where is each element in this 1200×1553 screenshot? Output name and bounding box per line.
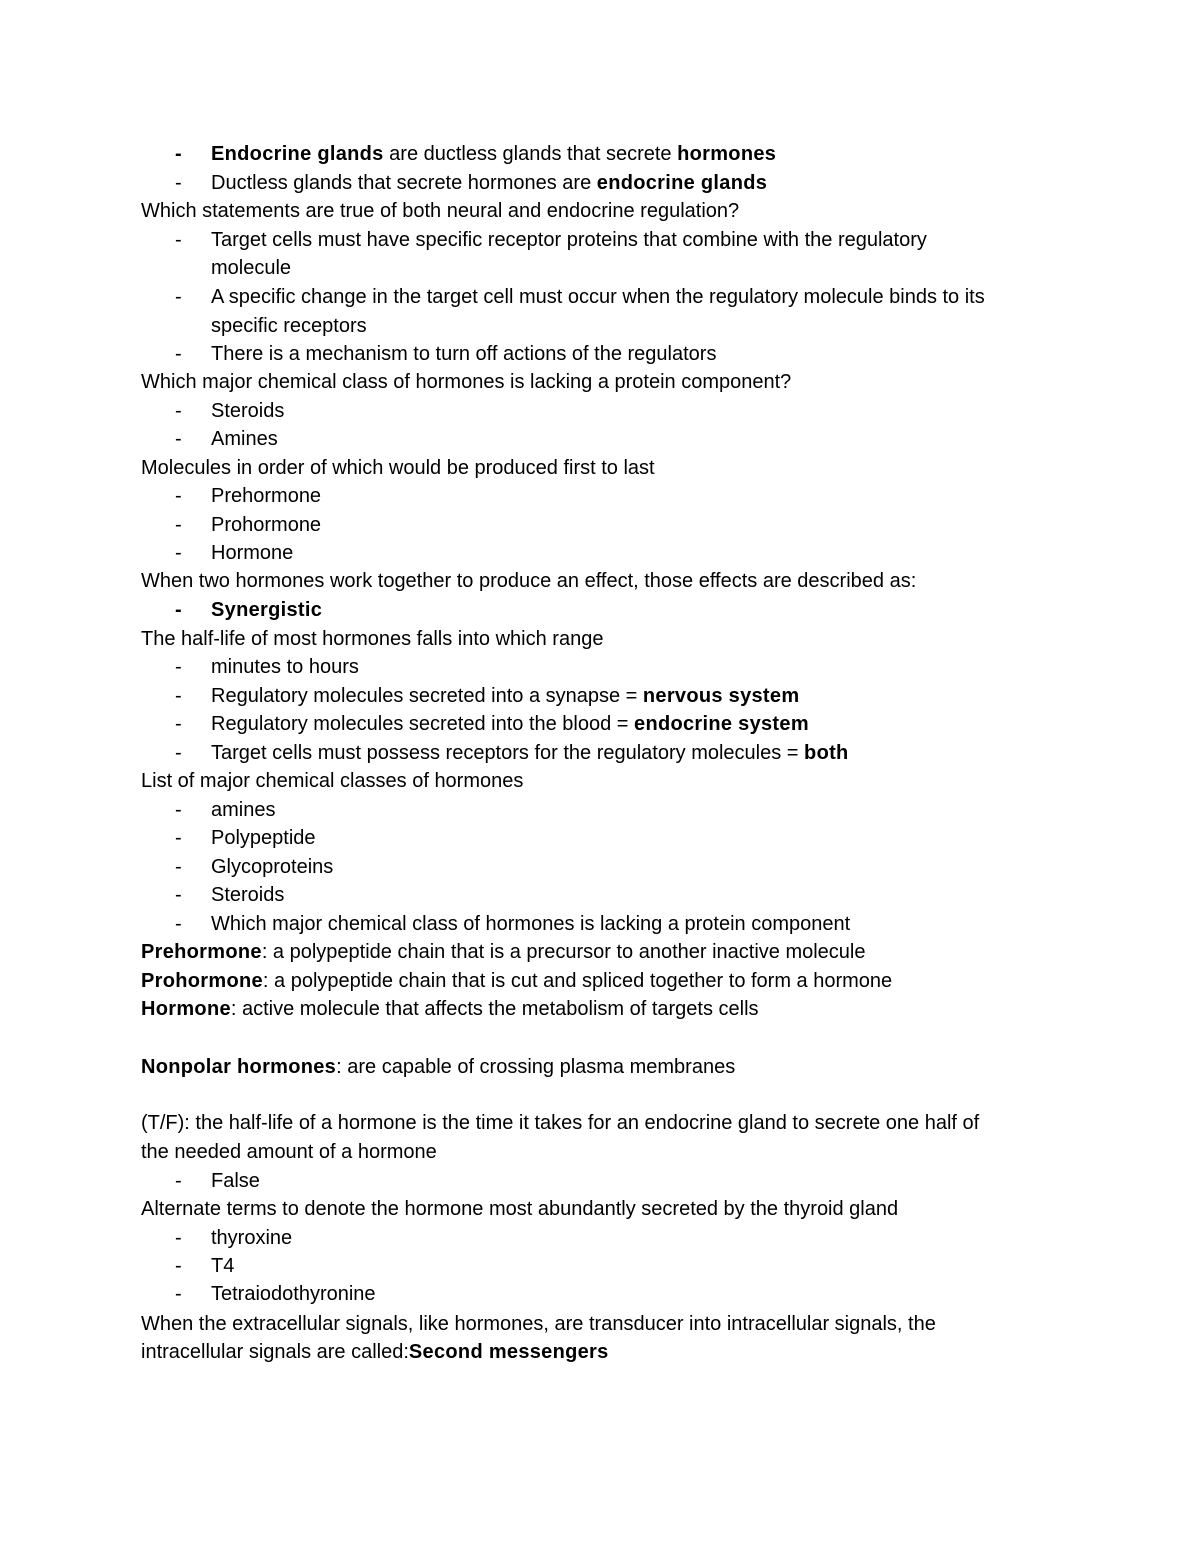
bullet-dash: -: [175, 656, 182, 678]
text-segment: Target cells must have specific receptor proteins that combine with the regulatory: [211, 229, 927, 251]
bold-term: Hormone: [141, 998, 231, 1020]
text-segment: Tetraiodothyronine: [211, 1283, 376, 1305]
bullet-dash: -: [175, 1255, 182, 1277]
bold-term: Prehormone: [141, 941, 262, 963]
text-segment: intracellular signals are called:: [141, 1341, 409, 1363]
text-line: [141, 1140, 437, 1164]
text-segment: are ductless glands that secrete: [383, 143, 678, 165]
text-line: [141, 769, 523, 793]
bullet-dash: -: [175, 742, 182, 764]
text-segment: Steroids: [211, 884, 285, 906]
bullet-item: [211, 826, 316, 850]
text-segment: : are capable of crossing plasma membranes: [336, 1056, 736, 1078]
text-segment: When two hormones work together to produce an effect, those effects are described as:: [141, 570, 917, 592]
bullet-item: [211, 741, 849, 765]
bullet-item: [211, 712, 809, 736]
bullet-dash: -: [175, 827, 182, 849]
bullet-dash: -: [175, 685, 182, 707]
bullet-item: [211, 541, 293, 565]
text-segment: The half-life of most hormones falls into which range: [141, 628, 604, 650]
bullet-dash: -: [175, 599, 182, 621]
text-line: [141, 1312, 936, 1336]
text-segment: Which major chemical class of hormones is lacking a protein component: [211, 913, 851, 935]
text-segment: the needed amount of a hormone: [141, 1141, 437, 1163]
bullet-dash: -: [175, 400, 182, 422]
bullet-dash: -: [175, 286, 182, 308]
text-line: [141, 569, 916, 593]
bold-term: endocrine system: [634, 713, 809, 735]
bullet-item: [211, 484, 321, 508]
text-line: [141, 1055, 735, 1079]
bullet-dash: -: [175, 799, 182, 821]
bullet-item: [211, 399, 284, 423]
text-line: [141, 940, 866, 964]
bullet-dash: -: [175, 1170, 182, 1192]
bullet-dash: -: [175, 514, 182, 536]
text-line: [141, 1197, 898, 1221]
bullet-continuation: [211, 314, 367, 338]
bullet-dash: -: [175, 856, 182, 878]
bullet-item: [211, 142, 776, 166]
text-segment: Amines: [211, 428, 278, 450]
text-line: [141, 969, 892, 993]
bullet-continuation: [211, 256, 291, 280]
text-segment: Prohormone: [211, 514, 322, 536]
text-segment: Alternate terms to denote the hormone most abundantly secreted by the thyroid gland: [141, 1198, 899, 1220]
bold-term: endocrine glands: [596, 172, 768, 194]
text-segment: specific receptors: [211, 315, 367, 337]
bullet-item: [211, 285, 985, 309]
bullet-item: [211, 1282, 376, 1306]
bullet-dash: -: [175, 1283, 182, 1305]
text-segment: Ductless glands that secrete hormones are: [211, 172, 597, 194]
text-segment: Hormone: [211, 542, 294, 564]
bullet-item: [211, 912, 850, 936]
text-segment: Steroids: [211, 400, 285, 422]
text-segment: minutes to hours: [211, 656, 359, 678]
text-line: [141, 627, 603, 651]
bullet-dash: -: [175, 172, 182, 194]
text-segment: amines: [211, 799, 276, 821]
text-segment: Target cells must possess receptors for the regulatory molecules =: [211, 742, 805, 764]
bullet-dash: -: [175, 713, 182, 735]
text-segment: : a polypeptide chain that is a precursor to another inactive molecule: [261, 941, 866, 963]
bullet-item: [211, 513, 321, 537]
bullet-item: [211, 684, 799, 708]
text-segment: When the extracellular signals, like hormones, are transducer into intracellular signals, the: [141, 1313, 936, 1335]
bullet-item: [211, 855, 333, 879]
bullet-item: [211, 655, 359, 679]
bullet-dash: -: [175, 884, 182, 906]
text-segment: Which major chemical class of hormones is lacking a protein component?: [141, 371, 792, 393]
bullet-dash: -: [175, 428, 182, 450]
bullet-dash: -: [175, 229, 182, 251]
bold-term: Endocrine glands: [211, 143, 384, 165]
bold-term: Nonpolar hormones: [141, 1056, 337, 1078]
text-segment: False: [211, 1170, 260, 1192]
bold-term: Second messengers: [408, 1341, 609, 1363]
bullet-item: [211, 228, 927, 252]
bullet-dash: -: [175, 485, 182, 507]
text-segment: Polypeptide: [211, 827, 316, 849]
bullet-item: [211, 1254, 234, 1278]
text-segment: List of major chemical classes of hormones: [141, 770, 524, 792]
bold-term: hormones: [677, 143, 777, 165]
text-segment: Glycoproteins: [211, 856, 334, 878]
bold-term: both: [804, 742, 849, 764]
bullet-item: [211, 1169, 260, 1193]
bullet-dash: -: [175, 343, 182, 365]
bullet-item: [211, 598, 322, 622]
bold-term: Synergistic: [211, 599, 323, 621]
text-line: [141, 1111, 979, 1135]
bullet-item: [211, 798, 275, 822]
text-segment: thyroxine: [211, 1227, 293, 1249]
text-segment: Which statements are true of both neural and endocrine regulation?: [141, 200, 740, 222]
bullet-dash: -: [175, 143, 182, 165]
text-segment: Prehormone: [211, 485, 322, 507]
text-segment: T4: [211, 1255, 235, 1277]
text-line: [141, 370, 791, 394]
bullet-dash: -: [175, 542, 182, 564]
text-segment: Regulatory molecules secreted into a synapse =: [211, 685, 643, 707]
text-segment: Molecules in order of which would be produced first to last: [141, 457, 655, 479]
text-segment: There is a mechanism to turn off actions of the regulators: [211, 343, 717, 365]
text-segment: : a polypeptide chain that is cut and spliced together to form a hormone: [262, 970, 893, 992]
text-segment: (T/F): the half-life of a hormone is the time it takes for an endocrine gland to secrete one half of: [141, 1112, 980, 1134]
text-segment: A specific change in the target cell must occur when the regulatory molecule binds to its: [211, 286, 985, 308]
text-segment: Regulatory molecules secreted into the blood =: [211, 713, 635, 735]
text-line: [141, 199, 739, 223]
bullet-item: [211, 342, 716, 366]
bullet-item: [211, 427, 278, 451]
bullet-item: [211, 1226, 292, 1250]
bullet-dash: -: [175, 913, 182, 935]
bullet-item: [211, 883, 284, 907]
text-segment: : active molecule that affects the metabolism of targets cells: [230, 998, 759, 1020]
text-line: [141, 456, 655, 480]
text-line: [141, 997, 759, 1021]
bullet-item: [211, 171, 767, 195]
text-segment: molecule: [211, 257, 292, 279]
bullet-dash: -: [175, 1227, 182, 1249]
bold-term: nervous system: [642, 685, 800, 707]
text-line: [141, 1340, 609, 1364]
bold-term: Prohormone: [141, 970, 263, 992]
